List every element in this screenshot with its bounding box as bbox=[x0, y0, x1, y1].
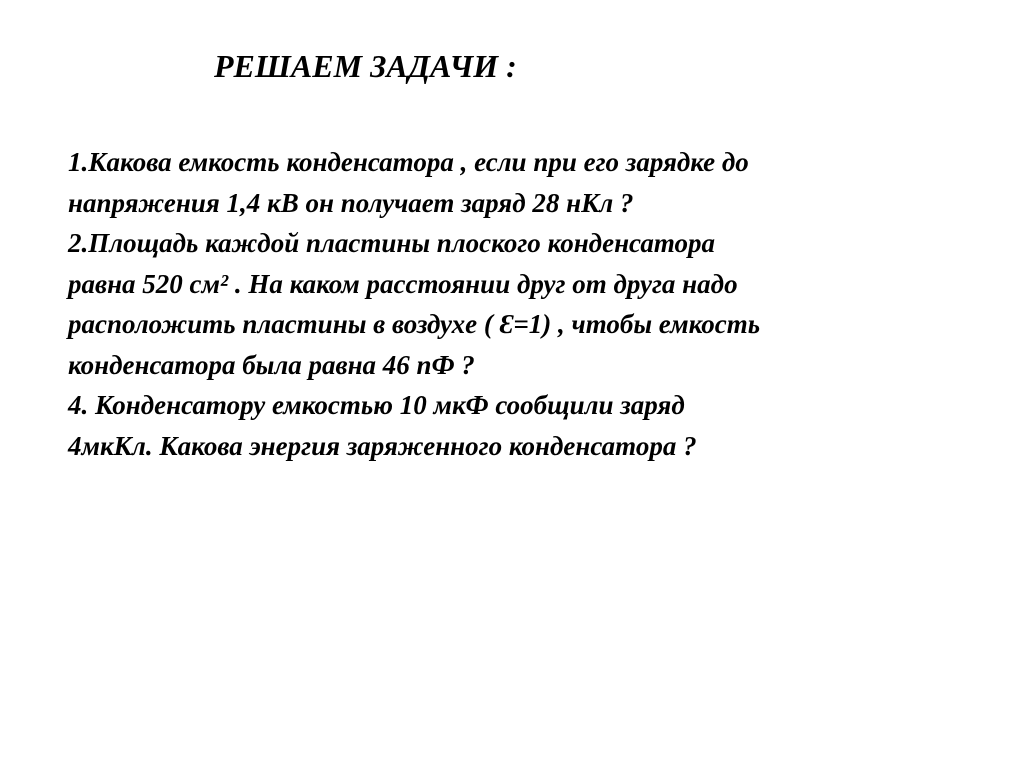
problem-1-line-2: напряжения 1,4 кВ он получает заряд 28 нКл ? bbox=[68, 187, 634, 218]
problem-1-line-1: 1.Какова емкость конденсатора , если при его зарядке до bbox=[68, 147, 749, 177]
problem-2-line-1: 2.Площадь каждой пластины плоского конденсатора bbox=[68, 228, 715, 258]
slide-title: РЕШАЕМ ЗАДАЧИ : bbox=[214, 48, 517, 84]
problem-2-line-2: равна 520 см² . На каком расстоянии друг от друга надо bbox=[68, 268, 738, 299]
problem-1 bbox=[68, 142, 998, 223]
problem-2-line-4: конденсатора была равна 46 пФ ? bbox=[68, 349, 475, 380]
problem-4-line-1: 4. Конденсатору емкостью 10 мкФ сообщили заряд bbox=[68, 390, 685, 420]
problem-2-line-3: расположить пластины в воздухе ( Ɛ=1) , чтобы емкость bbox=[68, 309, 761, 339]
problem-4 bbox=[68, 385, 998, 466]
problem-list bbox=[68, 142, 998, 466]
problem-2 bbox=[68, 223, 998, 385]
problem-4-line-2: 4мкКл. Какова энергия заряженного конденсатора ? bbox=[68, 430, 697, 461]
